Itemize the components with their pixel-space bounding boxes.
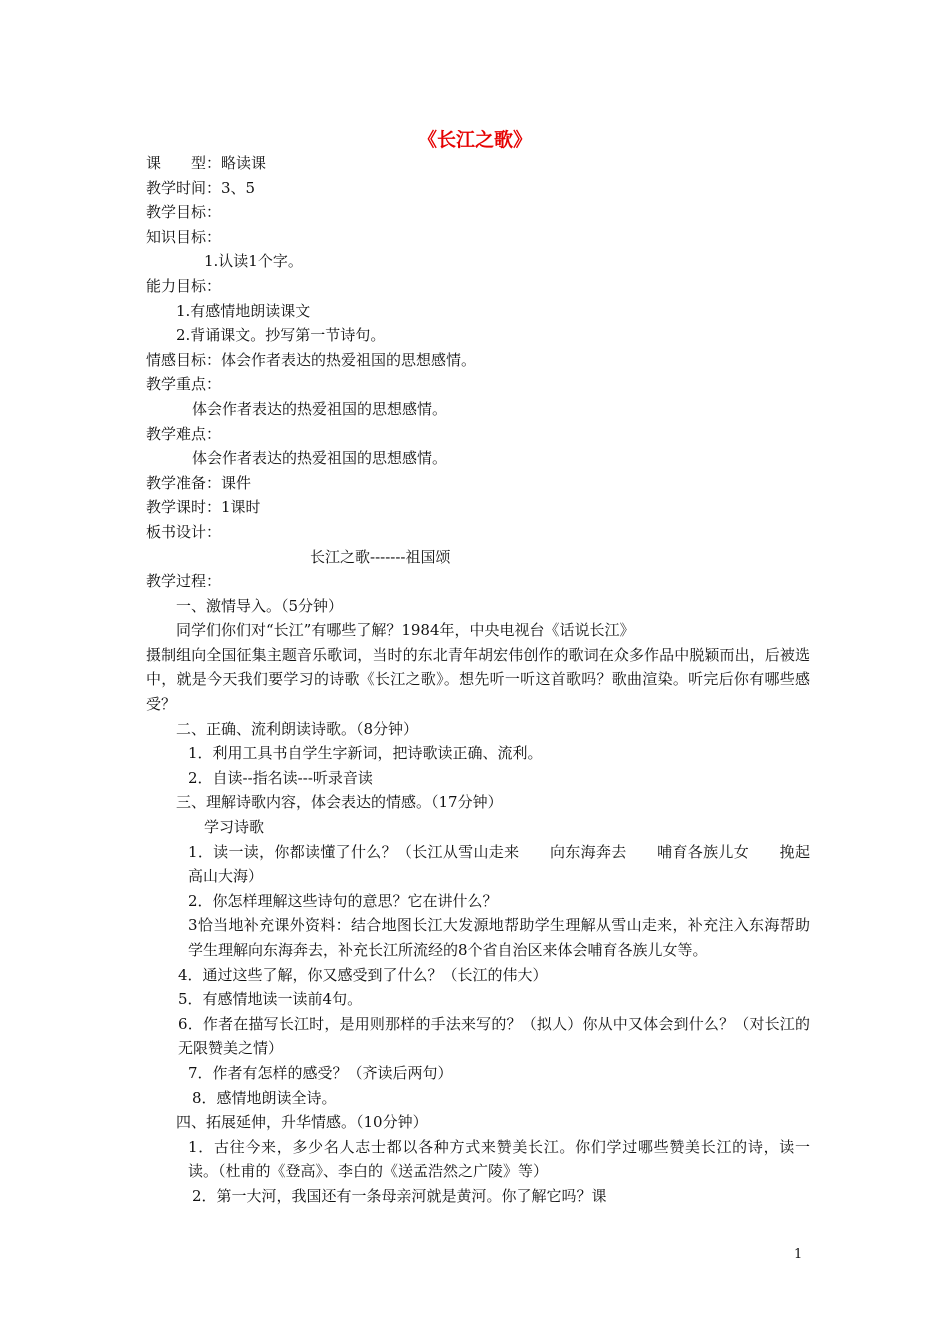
body-line: 7．作者有怎样的感受？（齐读后两句） (188, 1063, 453, 1082)
body-line: 1．古往今来，多少名人志士都以各种方式来赞美长江。你们学过哪些赞美长江的诗，读一读。（杜甫的《登高》、李白的《送孟浩然之广陵》等） (188, 1137, 810, 1181)
body-line: 四、拓展延伸，升华情感。（10分钟） (176, 1113, 428, 1132)
body-line: 6．作者在描写长江时，是用则那样的手法来写的？（拟人）你从中又体会到什么？（对长江的无限赞美之情） (178, 1014, 810, 1058)
body-line: 情感目标：体会作者表达的热爱祖国的思想感情。 (146, 350, 477, 369)
body-line: 长江之歌-------祖国颂 (310, 547, 451, 566)
body-line: 二、正确、流利朗读诗歌。（8分钟） (176, 719, 419, 738)
body-line: 板书设计： (146, 522, 222, 541)
body-line: 4．通过这些了解，你又感受到了什么？（长江的伟大） (178, 965, 548, 984)
body-line: 2．你怎样理解这些诗句的意思？它在讲什么？ (188, 891, 498, 910)
body-line: 体会作者表达的热爱祖国的思想感情。 (192, 399, 448, 418)
body-line: 三、理解诗歌内容，体会表达的情感。（17分钟） (176, 793, 503, 812)
body-line: 1.有感情地朗读课文 (176, 301, 311, 320)
body-line: 教学课时：1课时 (146, 498, 261, 517)
body-line: 一、激情导入。（5分钟） (176, 596, 344, 615)
body-line: 能力目标： (146, 276, 222, 295)
body-line: 教学时间：3、5 (146, 178, 256, 197)
body-line: 体会作者表达的热爱祖国的思想感情。 (192, 449, 448, 468)
body-line: 教学重点： (146, 375, 222, 394)
document-body (146, 151, 810, 1209)
body-line: 8．感情地朗读全诗。 (192, 1088, 337, 1107)
body-line: 教学难点： (146, 424, 222, 443)
body-line: 知识目标： (146, 227, 222, 246)
body-line: 3恰当地补充课外资料：结合地图长江大发源地帮助学生理解从雪山走来，补充注入东海帮助学生理解向东海奔去，补充长江所流经的8个省自治区来体会哺育各族儿女等。 (188, 916, 810, 959)
body-line: 1．利用工具书自学生字新词，把诗歌读正确、流利。 (188, 744, 543, 763)
page-number: 1 (794, 1247, 803, 1262)
body-line: 2.背诵课文。抄写第一节诗句。 (176, 326, 386, 345)
body-line: 2．第一大河，我国还有一条母亲河就是黄河。你了解它吗？课 (192, 1186, 607, 1205)
body-line: 1．读一读，你都读懂了什么？（长江从雪山走来 向东海奔去 哺育各族儿女 挽起高山大海） (188, 842, 810, 886)
body-line: 5．有感情地读一读前4句。 (178, 990, 363, 1009)
document-title: 《长江之歌》 (417, 129, 532, 151)
body-line: 学习诗歌 (204, 818, 265, 837)
body-line: 教学准备：课件 (146, 473, 252, 492)
body-line: 课 型：略读课 (146, 154, 267, 172)
body-line: 2．自读--指名读---听录音读 (188, 768, 373, 787)
body-line: 同学们你们对“长江”有哪些了解？1984年，中央电视台《话说长江》 (176, 621, 635, 640)
body-line: 教学目标： (146, 203, 222, 222)
body-line: 教学过程： (146, 572, 222, 591)
body-line: 1.认读1个字。 (204, 252, 303, 271)
body-line: 摄制组向全国征集主题音乐歌词，当时的东北青年胡宏伟创作的歌词在众多作品中脱颖而出，后被选中，就是今天我们要学习的诗歌《长江之歌》。想先听一听这首歌吗？歌曲渲染。听完后你有哪些感受？ (146, 645, 810, 714)
